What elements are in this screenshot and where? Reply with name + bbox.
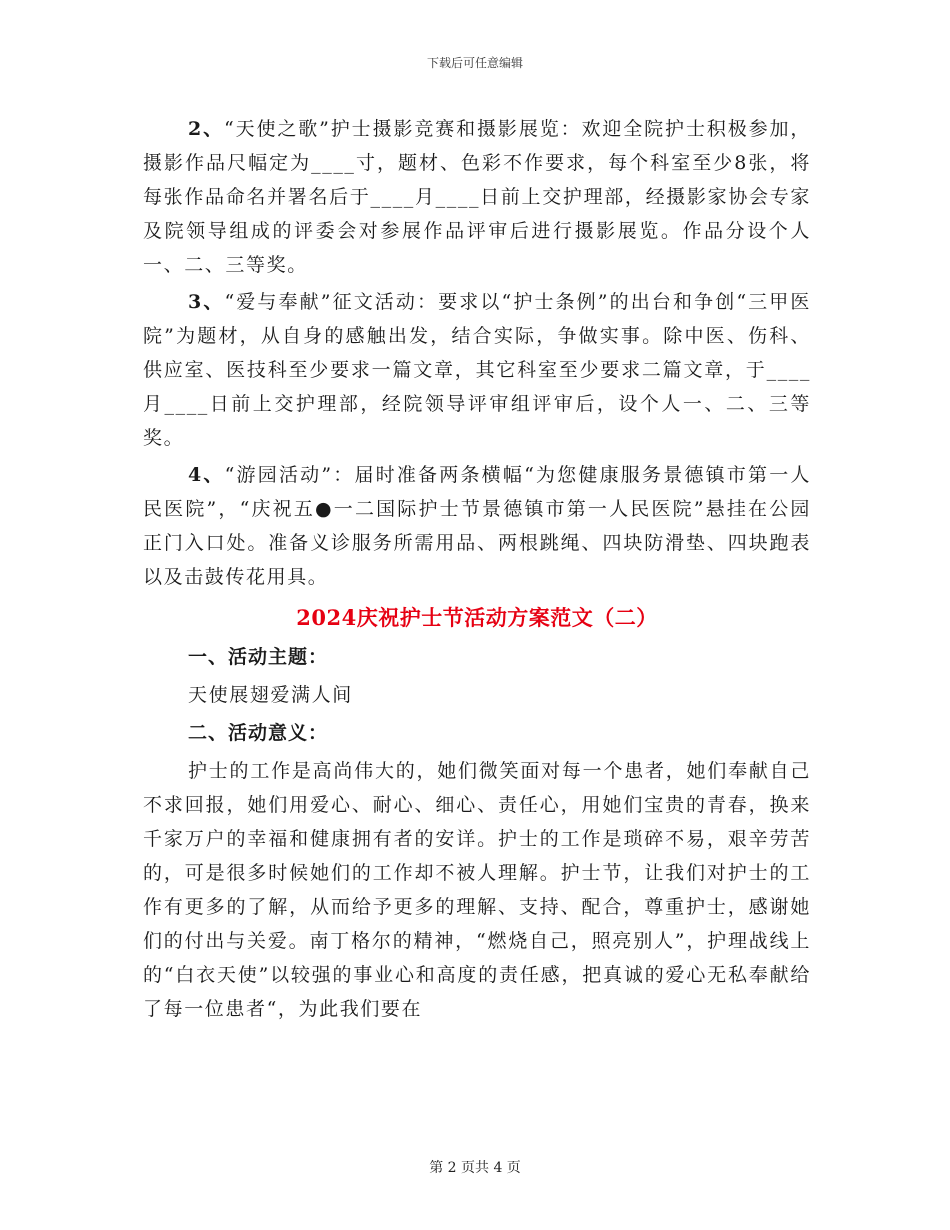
paragraph-text: “游园活动”：届时准备两条横幅“为您健康服务景德镇市第一人民医院”，“庆祝五●一二国际护士节景德镇市第一人民医院”悬挂在公园正门入口处。准备义诊服务所需用品、两根跳绳、四块防滑垫、四块跑表以及击鼓传花用具。 (143, 464, 811, 588)
heading-activity-significance: 二、活动意义： (188, 722, 329, 744)
paragraph-text: “爱与奉献”征文活动：要求以“护士条例”的出台和争创“三甲医院”为题材，从自身的感触出发，结合实际，争做实事。除中医、伤科、供应室、医技科至少要求一篇文章，其它科室至少要求二篇文章，于____月____日前上交护理部，经院领导评审组评审后，设个人一、二、三等奖。 (143, 291, 811, 449)
item-number: 3、 (188, 291, 225, 313)
item-number: 2、 (188, 118, 225, 140)
heading-activity-theme: 一、活动主题： (188, 646, 329, 668)
significance-paragraph: 护士的工作是高尚伟大的，她们微笑面对每一个患者，她们奉献自己不求回报，她们用爱心、耐心、细心、责任心，用她们宝贵的青春，换来千家万户的幸福和健康拥有者的安详。护士的工作是琐碎不易，艰辛劳苦的，可是很多时候她们的工作却不被人理解。护士节，让我们对护士的工作有更多的了解，从而给予更多的理解、支持、配合，尊重护士，感谢她们的付出与关爱。南丁格尔的精神，“燃烧自己，照亮别人”，护理战线上的“白衣天使”以较强的事业心和高度的责任感，把真诚的爱心无私奉献给了每一位患者“，为此我们要在 (143, 760, 811, 1020)
document-body (143, 112, 811, 1029)
section-title: 2024庆祝护士节活动方案范文（二） (296, 605, 658, 630)
paragraph-item-4 (143, 458, 811, 594)
item-number: 4、 (188, 464, 225, 486)
page-footer: 第 2 页共 4 页 (429, 1160, 521, 1176)
paragraph-item-2 (143, 112, 811, 282)
paragraph-item-3 (143, 285, 811, 455)
activity-theme-text: 天使展翅爱满人间 (188, 684, 353, 706)
page-header: 下载后可任意编辑 (426, 56, 523, 70)
paragraph-text: “天使之歌”护士摄影竞赛和摄影展览：欢迎全院护士积极参加，摄影作品尺幅定为____寸，题材、色彩不作要求，每个科室至少8张，将每张作品命名并署名后于____月____日前上交护理部，经摄影家协会专家及院领导组成的评委会对参展作品评审后进行摄影展览。作品分设个人一、二、三等奖。 (143, 118, 812, 276)
